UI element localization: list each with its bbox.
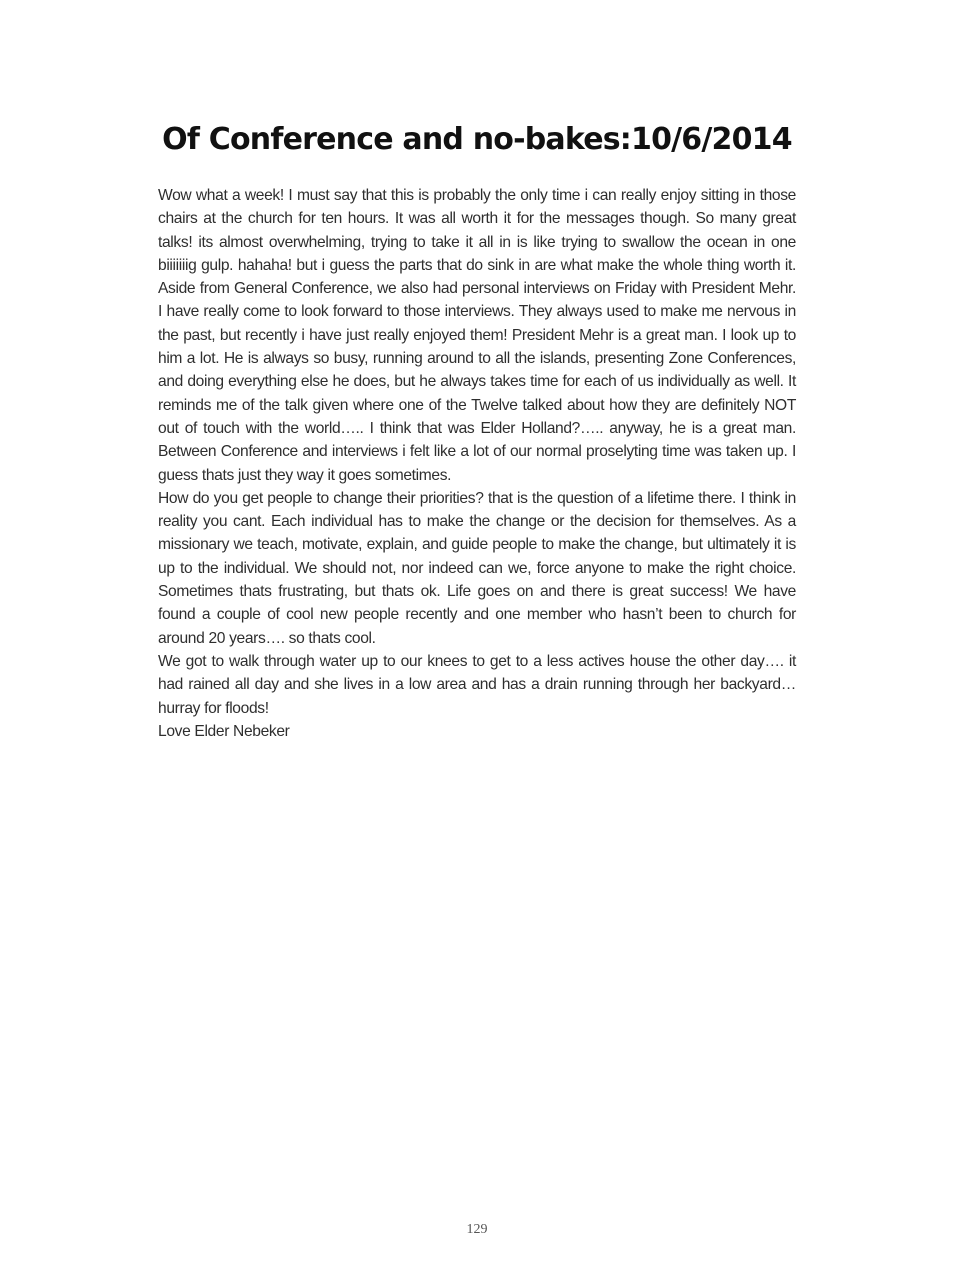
page-title: Of Conference and no-bakes:10/6/2014 [162, 122, 792, 157]
paragraph-3: We got to walk through water up to our knees to get to a less actives house the other day…. it had rained all day and she lives in a low area and has a drain running through her backyard… hurray for floods! [158, 652, 796, 717]
body-text [158, 184, 796, 743]
paragraph-2: How do you get people to change their priorities? that is the question of a lifetime there. I think in reality you cant. Each individual has to make the change or the decision for themselves. As a missionary we teach, motivate, explain, and guide people to make the change, but ultimately it is up to the individual. We should not, nor indeed can we, force anyone to make the right choice. Sometimes thats frustrating, but thats ok. Life goes on and there is great success! We have found a couple of cool new people recently and one member who hasn’t been to church for around 20 years…. so thats cool. [158, 489, 796, 647]
paragraph-1: Wow what a week! I must say that this is probably the only time i can really enjoy sitting in those chairs at the church for ten hours. It was all worth it for the messages though. So many great talks! its almost overwhelming, trying to take it all in is like trying to swallow the ocean in one biiiiiiig gulp. hahaha! but i guess the parts that do sink in are what make the whole thing worth it. Aside from General Conference, we also had personal interviews on Friday with President Mehr. I have really come to look forward to those interviews. They always used to make me nervous in the past, but recently i have just really enjoyed them! President Mehr is a great man. I look up to him a lot. He is always so busy, running around to all the islands, presenting Zone Conferences, and doing everything else he does, but he always takes time for each of us individually as well. It reminds me of the talk given where one of the Twelve talked about how they are definitely NOT out of touch with the world….. I think that was Elder Holland?….. anyway, he is a great man. Between Conference and interviews i felt like a lot of our normal proselyting time was taken up. I guess thats just they way it goes sometimes. [158, 187, 796, 484]
page-number: 129 [466, 1222, 488, 1237]
signature-line: Love Elder Nebeker [158, 722, 290, 740]
